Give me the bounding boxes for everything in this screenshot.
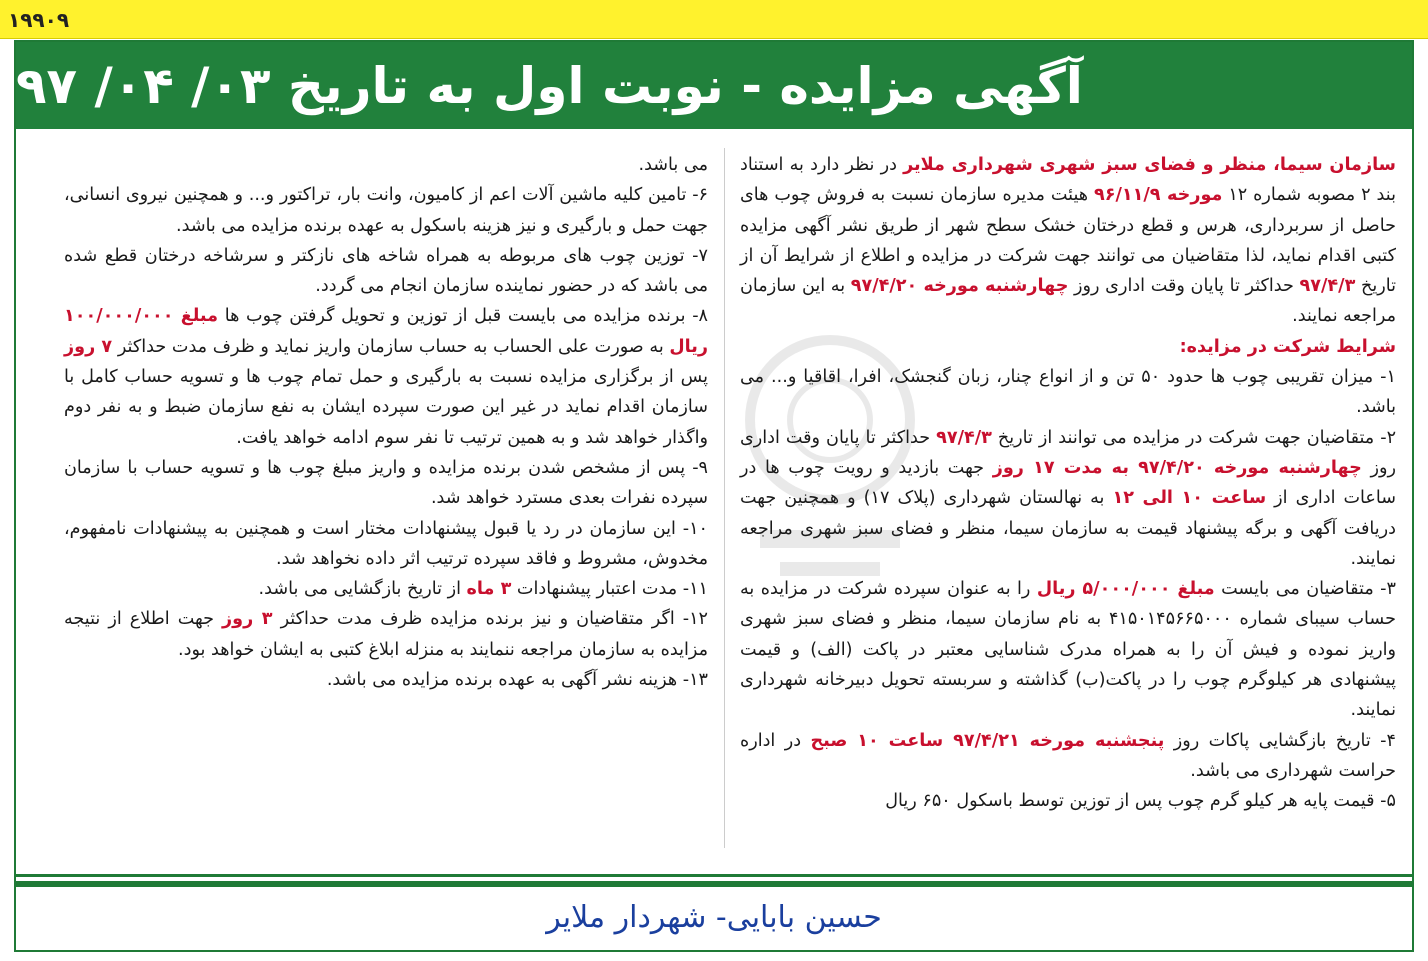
left-column bbox=[64, 150, 708, 695]
highlight-text: ۳ روز bbox=[222, 609, 273, 630]
title-bar bbox=[16, 42, 1412, 129]
top-strip bbox=[0, 0, 1428, 39]
body-text: حداکثر تا پایان وقت اداری روز bbox=[740, 427, 1396, 478]
right-column-paragraph bbox=[740, 362, 1396, 423]
left-column-paragraph bbox=[64, 241, 708, 302]
right-column-paragraph bbox=[740, 150, 1396, 332]
highlight-text: مبلغ ۱۰۰/۰۰۰/۰۰۰ ریال bbox=[64, 306, 708, 357]
right-column-paragraph bbox=[740, 726, 1396, 787]
body-text: ۲- متقاضیان جهت شرکت در مزایده می توانند از تاریخ bbox=[991, 427, 1397, 448]
left-column-paragraph bbox=[64, 514, 708, 575]
body-text: به نهالستان شهرداری (پلاک ۱۷) و همچنین جهت دریافت آگهی و برگه پیشنهاد قیمت به سازمان سیما، منظر و فضای سبز شهری مراجعه نمایند. bbox=[740, 488, 1396, 569]
bottom-rule-thin bbox=[16, 874, 1412, 877]
highlight-text: ۳ ماه bbox=[466, 579, 512, 600]
right-column-paragraph bbox=[740, 423, 1396, 574]
body-text: می باشد. bbox=[638, 155, 708, 175]
right-column-paragraph bbox=[740, 332, 1396, 362]
body-text: به صورت علی الحساب به حساب سازمان واریز نماید و ظرف مدت حداکثر bbox=[112, 336, 670, 357]
highlight-text: شرایط شرکت در مزایده: bbox=[1179, 336, 1396, 357]
body-text: ۳- متقاضیان می بایست bbox=[1214, 579, 1396, 600]
body-text: از تاریخ بازگشایی می باشد. bbox=[258, 579, 467, 600]
body-text: ۵- قیمت پایه هر کیلو گرم چوب پس از توزین توسط باسکول ۶۵۰ ریال bbox=[885, 791, 1396, 812]
body-text: هیئت مدیره سازمان نسبت به فروش چوب های حاصل از سربرداری، هرس و قطع درختان خشک سطح شهر از طریق نشر آگهی مزایده کتبی اقدام نماید، لذا متقاضیان می توانند جهت شرکت در مزایده و اطلاع از شرایط آن از تاریخ bbox=[740, 185, 1396, 297]
highlight-text: ۹۷/۴/۳ bbox=[1299, 276, 1356, 297]
highlight-text: ۹۷/۴/۳ bbox=[936, 427, 992, 448]
body-text: ۱۳- هزینه نشر آگهی به عهده برنده مزایده می باشد. bbox=[326, 670, 708, 691]
highlight-text: مبلغ ۵/۰۰۰/۰۰۰ ریال bbox=[1036, 579, 1215, 600]
body-text: ۱۲- اگر متقاضیان و نیز برنده مزایده ظرف مدت حداکثر bbox=[272, 609, 709, 630]
body-text: پس از برگزاری مزایده نسبت به بارگیری و حمل تمام چوب ها و تسویه حساب کامل با سازمان اقدام نماید در غیر این صورت سپرده ایشان به نفع سازمان ضبط و به نفر دوم واگذار خواهد شد و به همین ترتیب تا نفر سوم ادامه خواهد یافت. bbox=[64, 367, 708, 448]
body-text: را به عنوان سپرده شرکت در مزایده به حساب سیبای شماره ۴۱۵۰۱۴۵۶۶۵۰۰۰ به نام سازمان سیما، منظر و فضای سبز شهری واریز نموده و فیش آن را به همراه مدرک شناسایی معتبر در پاکت (الف) و قیمت پیشنهادی هر کیلوگرم چوب را در پاکت(ب) گذاشته و سربسته تحویل دبیرخانه شهرداری نمایند. bbox=[740, 579, 1396, 721]
left-column-paragraph bbox=[64, 453, 708, 514]
body-text: ۷- توزین چوب های مربوطه به همراه شاخه های نازکتر و سرشاخه درختان قطع شده می باشد که در حضور نماینده سازمان انجام می گردد. bbox=[64, 245, 708, 297]
body-text: ۱۰- این سازمان در رد یا قبول پیشنهادات مختار است و همچنین به پیشنهادات نامفهوم، مخدوش، مشروط و فاقد سپرده ترتیب اثر داده نخواهد شد. bbox=[64, 518, 708, 569]
ad-code: ۱۹۹۰۹ bbox=[8, 8, 70, 32]
signature: حسین بابایی- شهردار ملایر bbox=[546, 899, 882, 935]
body-text: جهت اطلاع از نتیجه مزایده به سازمان مراجعه ننمایند به منزله ابلاغ کتبی به ایشان خواهد بود. bbox=[64, 609, 708, 660]
body-text: ۸- برنده مزایده می بایست قبل از توزین و تحویل گرفتن چوب ها bbox=[218, 306, 708, 327]
left-column-paragraph bbox=[64, 150, 708, 180]
highlight-text: ۷ روز bbox=[64, 336, 113, 357]
body-text: ۱۱- مدت اعتبار پیشنهادات bbox=[511, 579, 708, 600]
body-text: جهت بازدید و رویت چوب ها در ساعات اداری از bbox=[740, 457, 1397, 509]
right-column-paragraph bbox=[740, 574, 1396, 725]
body-text: ۱- میزان تقریبی چوب ها حدود ۵۰ تن و از انواع چنار، زبان گنجشک، افرا، اقاقیا و... می باشد. bbox=[740, 367, 1396, 418]
body-text: در نظر دارد به استناد بند ۲ مصوبه شماره ۱۲ bbox=[740, 155, 1396, 206]
highlight-text: ساعت ۱۰ الی ۱۲ bbox=[1112, 488, 1267, 509]
right-column-paragraph bbox=[740, 786, 1396, 816]
body-text: ۶- تامین کلیه ماشین آلات اعم از کامیون، وانت بار، تراکتور و... و همچنین نیروی انسانی، جهت حمل و بارگیری و نیز هزینه باسکول به عهده برنده مزایده می باشد. bbox=[64, 185, 708, 236]
left-column-paragraph bbox=[64, 665, 708, 695]
body-text: حداکثر تا پایان وقت اداری روز bbox=[1068, 276, 1300, 297]
highlight-text: سازمان سیما، منظر و فضای سبز شهری شهرداری ملایر bbox=[903, 155, 1396, 175]
bottom-rule-thick bbox=[16, 881, 1412, 887]
column-divider bbox=[724, 148, 725, 848]
left-column-paragraph bbox=[64, 604, 708, 665]
right-column bbox=[740, 150, 1396, 817]
highlight-text: چهارشنبه مورخه ۹۷/۴/۲۰ به مدت ۱۷ روز bbox=[992, 457, 1362, 478]
left-column-paragraph bbox=[64, 574, 708, 604]
body-text: ۴- تاریخ بازگشایی پاکات روز bbox=[1164, 730, 1396, 751]
highlight-text: مورخه ۹۶/۱۱/۹ bbox=[1093, 185, 1223, 206]
left-column-paragraph bbox=[64, 180, 708, 241]
highlight-text: پنجشنبه مورخه ۹۷/۴/۲۱ ساعت ۱۰ صبح bbox=[810, 730, 1165, 751]
left-column-paragraph bbox=[64, 301, 708, 452]
highlight-text: چهارشنبه مورخه ۹۷/۴/۲۰ bbox=[850, 276, 1069, 297]
body-text: در اداره حراست شهرداری می باشد. bbox=[740, 730, 1396, 781]
ad-title: آگهی مزایده - نوبت اول به تاریخ ۰۳/ ۰۴/ ۹۷ bbox=[16, 56, 1083, 115]
body-text: به این سازمان مراجعه نمایند. bbox=[740, 276, 1396, 327]
body-text: ۹- پس از مشخص شدن برنده مزایده و واریز مبلغ چوب ها و تسویه حساب با سازمان سپرده نفرات بعدی مسترد خواهد شد. bbox=[64, 457, 708, 509]
